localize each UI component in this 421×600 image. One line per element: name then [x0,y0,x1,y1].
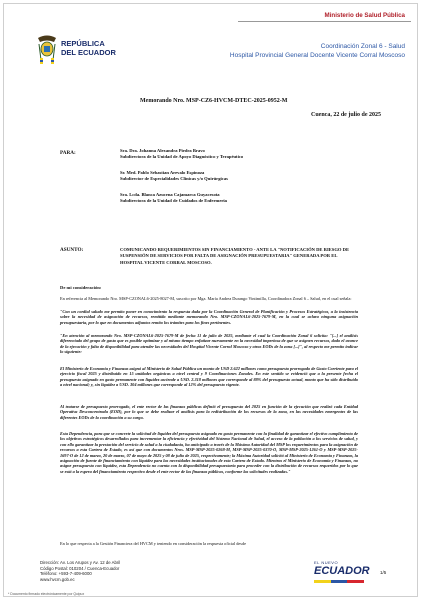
quoted-paragraph: "Con un cordial saludo me permito poner en conocimiento la respuesta dada por la Coordinación General de Planificación y Procesos Estratégicos, a la insistencia sobre la necesidad de asignación de recursos, remitida mediante memorando Nro. MSP-CZONAL6-2025-7679-M, en la cual se aclara ninguna asignación presupuestaria, por lo que en documentos adjuntos remito los trámites para los fines pertinentes. [60,309,358,325]
memo-number: Memorando Nro. MSP-CZ6-HVCM-DTEC-2025-0952-M [140,98,288,104]
recipient [120,170,228,182]
footer-contact [40,560,120,582]
recipient-name: Sr. Med. Pablo Sebastian Arevalo Espinoza [120,170,205,175]
coordination-zone: Coordinación Zonal 6 - Salud [320,43,405,50]
para-label: PARA: [60,150,76,156]
subject-text: COMUNICANDO REQUERIMIENTOS SIN FINANCIAMIENTO - ANTE LA "NOTIFICACIÓN DE RIESGO DE SUSPENSIÓN DE SERVICIOS POR FALTA DE ASIGNACIÓN PRESUPUESTARIA" GENERADA POR EL HOSPITAL VICENTE CORRAL MOSCOSO. [120,247,350,265]
recipient-name: Sra. Lcda. Blanca Azucena Cajamarca Guyacesota [120,192,220,197]
recipient-role: Subdirector de Especialidades Clínicas y/o Quirúrgicas [120,176,228,182]
footer-web[interactable]: www.hvcm.gob.ec [40,576,75,582]
asunto-label: ASUNTO: [60,247,84,253]
ministry-name: Ministerio de Salud Pública [324,12,405,19]
footer-note: * Documento firmado electrónicamente por Quipux [8,592,85,596]
recipient-role: Subdirectora de la Unidad de Cuidados de Enfermeria [120,198,227,204]
quoted-paragraph: Esta Dependencia, para que se concrete la solicitud de liquidez del presupuesto asignado en gasto permanente con la finalidad de garantizar el efectivo cumplimiento de los objetivos estratégicos desarrollados para incrementar la eficiencia y efectividad del Sistema Nacional de Salud, el acceso de la población a los servicios de salud, y con ello garantizar la prestación del servicio de salud a la ciudadanía, ha anticipado a través de la Máxima Autoridad del MSP los requerimientos para la asignación de recursos a esta Cartera de Estado, es así que con documentos Nros. MSP-MSP-2025-0268-M, MSP-MSP-2025-0370-O, MSP-MSP-2025-1261-O y MSP-MSP-2025-1697-O de 12 de marzo, 20 de marzo, 07 de mayo de 2025 y 08 de julio de 2025, respectivamente; la Máxima Autoridad solicitó al Ministerio de Economía y Finanzas, la asignación de fuente de financiamiento con liquidez para las necesidades institucionales de esta Cartera de Estado. Mientras el Ministerio de Economía y Finanzas, no asigne presupuesto con liquidez, esta Dependencia no cuenta con la disponibilidad presupuestaria para proceder con la distribución de recursos requeridos por lo que se está a la espera del financiamiento respectivo desde el ente rector de las finanzas públicas, conforme las solicitudes realizadas." [60,431,358,474]
coat-of-arms-icon [36,34,58,66]
country-name: REPÚBLICA DEL ECUADOR [61,39,116,57]
footer-phone: Teléfono: +593-7-409-6000 [40,571,92,577]
page-number: 1/5 [380,570,387,575]
body-paragraph: En lo que respecta a la Gestión Financiera del HVCM y teniendo en consideración la respuesta oficial desde [60,541,247,546]
quoted-paragraph: Al tratarse de presupuesto prorrogado, el ente rector de las finanzas públicas definió el presupuesto del 2025 en función de la ejecución que realizó cada Entidad Operativa Desconcentrada (EOD), por lo que se debe realizar el análisis para la redistribución de los recursos de la zona, en las necesidades emergentes de las diferentes EODs de la coordinación a su cargo. [60,404,358,420]
hospital-name: Hospital Provincial General Docente Vicente Corral Moscoso [229,52,405,59]
footer-address: Dirección: Av. Los Arupos y Av. 12 de Abril [40,560,121,565]
salutation: De mi consideración: [60,285,102,290]
quoted-paragraph: "En atención al memorando Nro. MSP-CZONAL6-2025-7679-M de fecha 11 de julio de 2025, mediante el cual la Coordinación Zonal 6 solicita: "[...] el análisis diferenciado del grupo de gasto que es posible optimizar y al mismo tiempo enfatizar nuevamente en la necesidad imperiosa de que se asignen recursos, dado el avance de la ejecución y falta de disponibilidad para atender las necesidades del Hospital Vicente Corral Moscoso y otras EODs de la zona [...]", al respecto me permito indicar lo siguiente: [60,333,358,355]
body-paragraph: En referencia al Memorando Nro. MSP-CZONAL6-2025-8027-M, suscrito por Mga. María Andrea Durango Vintimilla, Coordinadora Zonal 6 – Salud, en el cual señala: [60,296,352,301]
memo-date: Cuenca, 22 de julio de 2025 [310,112,381,118]
header-divider [238,21,411,22]
flag-stripe-icon [314,580,364,583]
recipient-role: Subdirectora de la Unidad de Apoyo Diagnóstico y Terapéutico [120,154,244,160]
recipient-name: Sra. Dra. Johanna Alexandra Piedra Bravo [120,148,205,153]
quoted-paragraph: El Ministerio de Economía y Finanzas asignó al Ministerio de Salud Pública un monto de USD 2.622 millones como presupuesto prorrogado de Gasto Corriente para el ejercicio fiscal 2025 y distribuido en 15 unidades orgánicas a nivel central y 9 Coordinaciones Zonales. En este sentido se evidenció que a la presente fecha el presupuesto asignado en gasto permanente con liquidez asciende a USD. 2.318 millones que corresponde al 88% del presupuesto actual, monto que ha sido distribuido a nivel nacional; y, sin liquidez a USD. 304 millones que corresponde al 12% del presupuesto vigente. [60,366,358,388]
ecuador-logo [36,34,126,72]
recipient [120,148,243,160]
footer-postal: Código Postal: 010204 / Cuenca-Ecuador [40,565,120,571]
recipient [120,192,227,204]
el-nuevo-ecuador-logo: EL NUEVO ECUADOR [314,560,364,586]
